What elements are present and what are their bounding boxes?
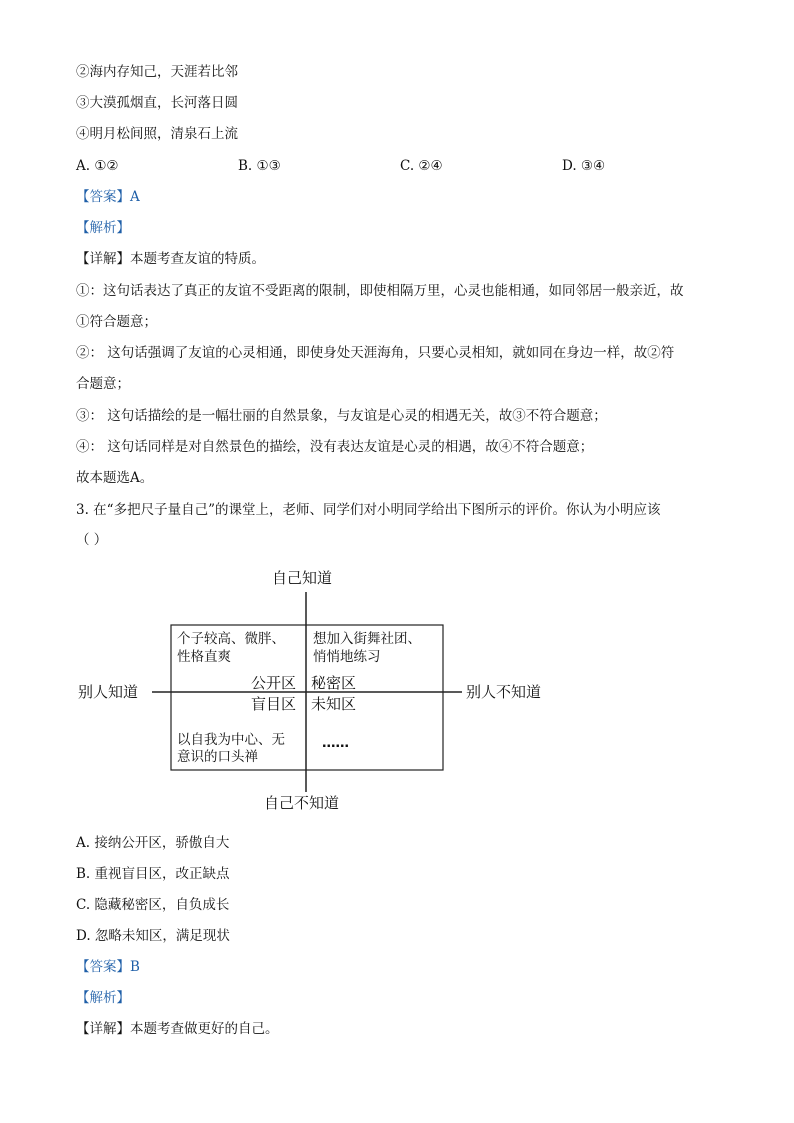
zone-blind-label: 盲目区 (251, 695, 297, 713)
cell-top-left-line1: 个子较高、微胖、 (177, 631, 285, 647)
q3-option-c: C. 隐藏秘密区，自负成长 (76, 897, 230, 913)
q2-option-a: A. ①② (76, 158, 119, 174)
zone-open-label: 公开区 (251, 674, 297, 692)
line-2-option-2: ②海内存知己，天涯若比邻 (76, 64, 238, 80)
q2-option-b: B. ①③ (238, 158, 281, 174)
cell-top-right-line1: 想加入街舞社团、 (313, 631, 421, 647)
cell-bottom-left-line2: 意识的口头禅 (177, 749, 258, 765)
q3-analysis-heading: 【解析】 (76, 990, 130, 1006)
q3-detail: 【详解】本题考查做更好的自己。 (76, 1021, 279, 1037)
q3-answer: 【答案】B (76, 959, 140, 975)
q3-option-a: A. 接纳公开区，骄傲自大 (76, 835, 230, 851)
line-2-option-4: ④明月松间照，清泉石上流 (76, 126, 238, 142)
q3-option-b: B. 重视盲目区，改正缺点 (76, 866, 230, 882)
q2-explanation-4: ④： 这句话同样是对自然景色的描绘，没有表达友谊是心灵的相遇，故④不符合题意； (76, 439, 594, 455)
q2-answer: 【答案】A (76, 189, 140, 205)
q3-option-d: D. 忽略未知区，满足现状 (76, 928, 230, 944)
q2-detail: 【详解】本题考查友谊的特质。 (76, 251, 265, 267)
diagram-label-right: 别人不知道 (466, 683, 542, 701)
q2-explanation-3: ③： 这句话描绘的是一幅壮丽的自然景象，与友谊是心灵的相遇无关，故③不符合题意； (76, 408, 607, 424)
line-2-option-3: ③大漠孤烟直，长河落日圆 (76, 95, 238, 111)
zone-unknown-label: 未知区 (311, 695, 357, 713)
cell-bottom-right-ellipsis: …… (322, 735, 349, 751)
q3-stem: 3. 在“多把尺子量自己”的课堂上，老师、同学们对小明同学给出下图所示的评价。你认为小明应该 (76, 502, 661, 518)
zone-secret-label: 秘密区 (311, 674, 357, 692)
q2-explanation-2a: ②： 这句话强调了友谊的心灵相通，即使身处天涯海角，只要心灵相知，就如同在身边一样，故②符 (76, 345, 675, 361)
q2-conclusion: 故本题选A。 (76, 470, 154, 486)
diagram-label-left: 别人知道 (78, 683, 139, 701)
q2-option-c: C. ②④ (400, 158, 443, 174)
cell-bottom-left-line1: 以自我为中心、无 (177, 732, 285, 748)
q2-explanation-2b: 合题意； (76, 376, 130, 392)
q2-option-d: D. ③④ (562, 158, 606, 174)
cell-top-left-line2: 性格直爽 (177, 649, 231, 665)
q2-analysis-heading: 【解析】 (76, 220, 130, 236)
diagram-label-top: 自己知道 (272, 569, 333, 587)
q3-paren: （ ） (76, 532, 108, 548)
q2-explanation-1a: ①：这句话表达了真正的友谊不受距离的限制，即使相隔万里，心灵也能相通，如同邻居一般亲近，故 (76, 283, 684, 299)
diagram-label-bottom: 自己不知道 (264, 794, 340, 812)
q2-explanation-1b: ①符合题意； (76, 314, 157, 330)
cell-top-right-line2: 悄悄地练习 (313, 649, 381, 665)
